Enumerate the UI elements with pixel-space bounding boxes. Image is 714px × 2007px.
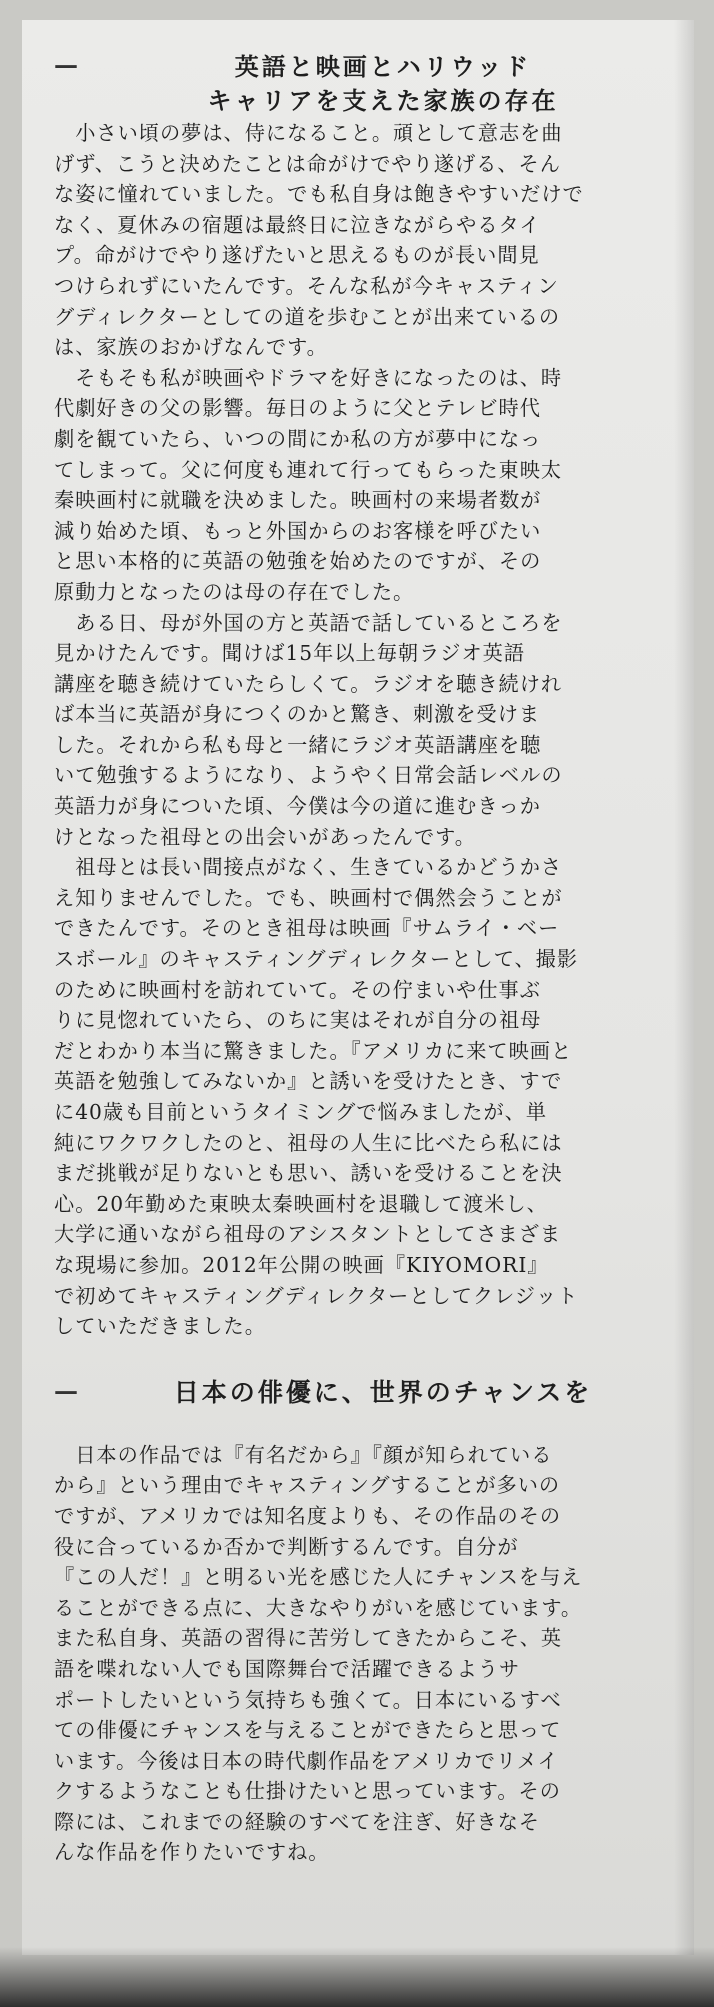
text-line: ての俳優にチャンスを与えることができたらと思って	[54, 1718, 562, 1743]
text-line: 語を喋れない人でも国際舞台で活躍できるようサ	[54, 1656, 521, 1681]
text-line: 祖母とは長い間接点がなく、生きているかどうかさ	[54, 855, 563, 880]
text-line: 日本の作品では『有名だから』『顔が知られている	[54, 1442, 553, 1467]
text-line: 心。20年勤めた東映太秦映画村を退職して渡米し、	[54, 1191, 548, 1216]
text-line: え知りませんでした。でも、映画村で偶然会うことが	[54, 885, 563, 910]
text-line: プ。命がけでやり遂げたいと思えるものが長い間見	[54, 243, 540, 268]
text-line: そもそも私が映画やドラマを好きになったのは、時	[54, 365, 563, 390]
text-line: まだ挑戦が足りないとも思い、誘いを受けることを決	[54, 1161, 563, 1186]
magazine-page	[22, 20, 694, 1955]
text-line: けとなった祖母との出会いがあったんです。	[54, 824, 476, 849]
paragraph	[54, 608, 674, 853]
text-line: 役に合っているか否かで判断するんです。自分が	[54, 1534, 519, 1559]
paragraph	[54, 852, 674, 1342]
text-line: クするようなことも仕掛けたいと思っています。その	[54, 1779, 561, 1804]
text-line: げず、こうと決めたことは命がけでやり遂げる、そん	[54, 151, 561, 176]
text-line: で初めてキャスティングディレクターとしてクレジット	[54, 1283, 579, 1308]
text-line: てしまって。父に何度も連れて行ってもらった東映太	[54, 457, 563, 482]
heading-line: 英語と映画とハリウッド	[234, 52, 532, 81]
section-heading-1	[54, 50, 674, 118]
article-section-1	[54, 50, 674, 1342]
text-line: 代劇好きの父の影響。毎日のように父とテレビ時代	[54, 396, 541, 421]
heading-lines	[92, 1376, 674, 1410]
text-line: 英語力が身についた頃、今僕は今の道に進むきっか	[54, 794, 541, 819]
text-line: な姿に憧れていました。でも私自身は飽きやすいだけで	[54, 182, 584, 207]
heading-dash: —	[54, 1375, 81, 1405]
paragraph	[54, 1440, 674, 1868]
text-line: います。今後は日本の時代劇作品をアメリカでリメイ	[54, 1748, 559, 1773]
page-curl-shadow	[674, 20, 694, 1955]
text-line: ですが、アメリカでは知名度よりも、その作品のその	[54, 1503, 562, 1528]
text-line: 『この人だ！』と明るい光を感じた人にチャンスを与え	[54, 1565, 583, 1590]
text-line: から』という理由でキャスティングすることが多いの	[54, 1473, 561, 1498]
text-line: いて勉強するようになり、ようやく日常会話レベルの	[54, 763, 563, 788]
paragraph	[54, 363, 674, 608]
heading-lines	[92, 50, 674, 118]
text-line: のために映画村を訪れていて。その佇まいや仕事ぶ	[54, 977, 541, 1002]
text-line: 見かけたんです。聞けば15年以上毎朝ラジオ英語	[54, 641, 526, 666]
text-line: なく、夏休みの宿題は最終日に泣きながらやるタイ	[54, 212, 541, 237]
text-line: ば本当に英語が身につくのかと驚き、刺激を受けま	[54, 702, 541, 727]
text-line: は、家族のおかげなんです。	[54, 335, 328, 360]
bottom-shadow	[0, 1947, 714, 2007]
text-line: 劇を観ていたら、いつの間にか私の方が夢中になっ	[54, 426, 542, 451]
text-line: した。それから私も母と一緒にラジオ英語講座を聴	[54, 732, 542, 757]
section-heading-2	[54, 1376, 674, 1410]
text-line: ある日、母が外国の方と英語で話しているところを	[54, 610, 563, 635]
text-line: 減り始めた頃、もっと外国からのお客様を呼びたい	[54, 518, 542, 543]
text-line: な現場に参加。2012年公開の映画『KIYOMORI』	[54, 1252, 549, 1277]
text-line: と思い本格的に英語の勉強を始めたのですが、その	[54, 549, 542, 574]
heading-line: キャリアを支えた家族の存在	[207, 86, 559, 115]
text-line: グディレクターとしての道を歩むことが出来ているの	[54, 304, 561, 329]
text-line: りに見惚れていたら、のちに実はそれが自分の祖母	[54, 1008, 542, 1033]
text-line: 英語を勉強してみないか』と誘いを受けたとき、すで	[54, 1069, 563, 1094]
text-line: 純にワクワクしたのと、祖母の人生に比べたら私には	[54, 1130, 563, 1155]
text-line: だとわかり本当に驚きました。『アメリカに来て映画と	[54, 1038, 573, 1063]
text-line: 際には、これまでの経験のすべてを注ぎ、好きなそ	[54, 1809, 541, 1834]
text-line: ることができる点に、大きなやりがいを感じています。	[54, 1595, 583, 1620]
text-line: 大学に通いながら祖母のアシスタントとしてさまざま	[54, 1222, 562, 1247]
text-line: 小さい頃の夢は、侍になること。頑として意志を曲	[54, 121, 563, 145]
paragraph	[54, 118, 674, 363]
text-line: つけられずにいたんです。そんな私が今キャスティン	[54, 273, 559, 298]
text-line: 講座を聴き続けていたらしくて。ラジオを聴き続けれ	[54, 671, 563, 696]
heading-line: 日本の俳優に、世界のチャンスを	[173, 1377, 593, 1407]
text-line: できたんです。そのとき祖母は映画『サムライ・ベー	[54, 916, 560, 941]
text-line: していただきました。	[54, 1314, 266, 1339]
text-line: また私自身、英語の習得に苦労してきたからこそ、英	[54, 1626, 563, 1651]
text-line: ポートしたいという気持ちも強くて。日本にいるすべ	[54, 1687, 562, 1712]
text-line: 原動力となったのは母の存在でした。	[54, 579, 415, 604]
text-line: んな作品を作りたいですね。	[54, 1840, 330, 1865]
text-line: 秦映画村に就職を決めました。映画村の来場者数が	[54, 488, 542, 513]
article-section-2	[54, 1376, 674, 1868]
text-line: に40歳も目前というタイミングで悩みましたが、単	[54, 1100, 548, 1124]
heading-dash: —	[54, 50, 81, 79]
text-line: スボール』のキャスティングディレクターとして、撮影	[54, 947, 579, 972]
